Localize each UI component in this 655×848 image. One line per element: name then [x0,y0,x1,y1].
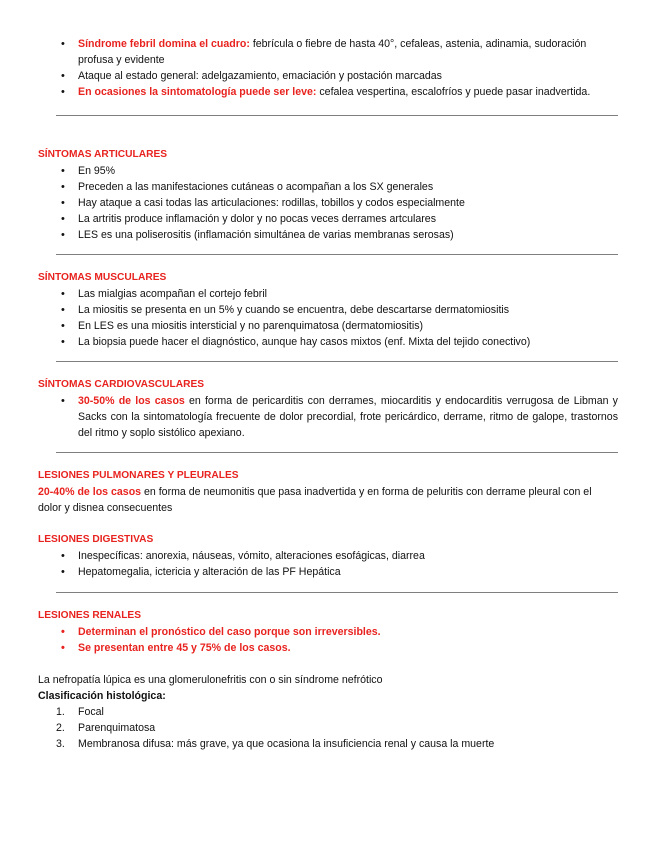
list-item [38,68,618,84]
highlight-text: 30-50% de los casos [78,395,185,407]
digestivas-list [38,548,618,580]
list-item [38,84,618,100]
bullet-icon: • [61,320,65,332]
item-text: en forma de pericarditis con derrames, miocarditis y endocarditis verrugosa de Libman y Sacks con la sintomatología frecuente de dolor precordial, frote pericárdico, derrame, ritmo de galope, trastornos del ritmo y soplo sistólico apexiano. [78,395,618,439]
list-item [38,334,618,350]
bullet-icon: • [61,395,65,407]
item-text: Preceden a las manifestaciones cutáneas o acompañan a los SX generales [78,181,434,193]
bullet-icon: • [61,197,65,209]
item-text: En 95% [78,165,116,177]
bullet-icon: • [61,86,65,98]
bullet-icon: • [61,304,65,316]
bullet-icon: • [61,288,65,300]
item-text: Se presentan entre 45 y 75% de los casos. [78,642,291,654]
articulares-list [38,163,618,243]
section-heading-renales: LESIONES RENALES [38,610,142,621]
section-heading-digestivas: LESIONES DIGESTIVAS [38,534,154,545]
item-text: cefalea vespertina, escalofríos y puede pasar inadvertida. [316,86,591,98]
list-item [38,736,618,752]
list-item [38,564,618,580]
item-text: Parenquimatosa [78,722,156,734]
item-text: La artritis produce inflamación y dolor y no pocas veces derrames artculares [78,213,436,225]
divider [56,361,618,362]
list-item [38,393,618,441]
bullet-icon: • [61,566,65,578]
item-text: Determinan el pronóstico del caso porque son irreversibles. [78,626,381,638]
list-item [38,704,618,720]
cardio-list [38,393,618,441]
list-item [38,195,618,211]
divider [56,254,618,255]
list-number: 2. [56,722,65,734]
bullet-icon: • [61,229,65,241]
item-text: febrícula o fiebre de hasta 40°, cefaleas, astenia, adinamia, sudoración profusa y evidente [78,38,587,66]
list-item [38,211,618,227]
section-heading-musculares: SÍNTOMAS MUSCULARES [38,272,167,283]
list-item [38,548,618,564]
item-text: En LES es una miositis intersticial y no parenquimatosa (dermatomiositis) [78,320,424,332]
list-item [38,624,618,640]
document-page [38,36,618,752]
renales-list [38,624,618,656]
highlight-text: 20-40% de los casos [38,486,142,498]
item-text: Inespecíficas: anorexia, náuseas, vómito, alteraciones esofágicas, diarrea [78,550,425,562]
nefropatia-paragraph: La nefropatía lúpica es una glomerulonefritis con o sin síndrome nefrótico [38,674,383,686]
list-number: 1. [56,706,65,718]
item-text: Hepatomegalia, ictericia y alteración de las PF Hepática [78,566,341,578]
item-text: Hay ataque a casi todas las articulaciones: rodillas, tobillos y codos especialmente [78,197,465,209]
highlight-text: En ocasiones la sintomatología puede ser leve: [78,86,317,98]
list-item [38,286,618,302]
bullet-icon: • [61,70,65,82]
bullet-icon: • [61,213,65,225]
pulmonares-paragraph [38,484,618,516]
item-text: La miositis se presenta en un 5% y cuando se encuentra, debe descartarse dermatomiositis [78,304,510,316]
list-item [38,318,618,334]
section-heading-cardiovasculares: SÍNTOMAS CARDIOVASCULARES [38,379,205,390]
divider [56,452,618,453]
bullet-icon: • [61,642,65,654]
list-item [38,640,618,656]
divider [56,115,618,116]
bullet-icon: • [61,336,65,348]
list-item [38,720,618,736]
item-text: Focal [78,706,104,718]
list-number: 3. [56,738,65,750]
divider [56,592,618,593]
list-item [38,227,618,243]
section-heading-articulares: SÍNTOMAS ARTICULARES [38,149,168,160]
bullet-icon: • [61,626,65,638]
musculares-list [38,286,618,350]
bullet-icon: • [61,38,65,50]
item-text: Ataque al estado general: adelgazamiento, emaciación y postación marcadas [78,70,442,82]
item-text: Las mialgias acompañan el cortejo febril [78,288,268,300]
item-text: Membranosa difusa: más grave, ya que ocasiona la insuficiencia renal y causa la muerte [78,738,495,750]
list-item [38,179,618,195]
list-item [38,302,618,318]
item-text: LES es una poliserositis (inflamación simultánea de varias membranas serosas) [78,229,454,241]
intro-list [38,36,618,100]
paragraph-text: en forma de neumonitis que pasa inadvertida y en forma de peluritis con derrame pleural con el dolor y disnea consecuentes [38,486,592,514]
classification-list [38,704,618,752]
highlight-text: Síndrome febril domina el cuadro: [78,38,250,50]
item-text: La biopsia puede hacer el diagnóstico, aunque hay casos mixtos (enf. Mixta del tejido conectivo) [78,336,531,348]
bullet-icon: • [61,165,65,177]
bullet-icon: • [61,550,65,562]
section-heading-pulmonares: LESIONES PULMONARES Y PLEURALES [38,470,239,481]
list-item [38,36,618,68]
classification-title: Clasificación histológica: [38,690,166,702]
bullet-icon: • [61,181,65,193]
list-item [38,163,618,179]
